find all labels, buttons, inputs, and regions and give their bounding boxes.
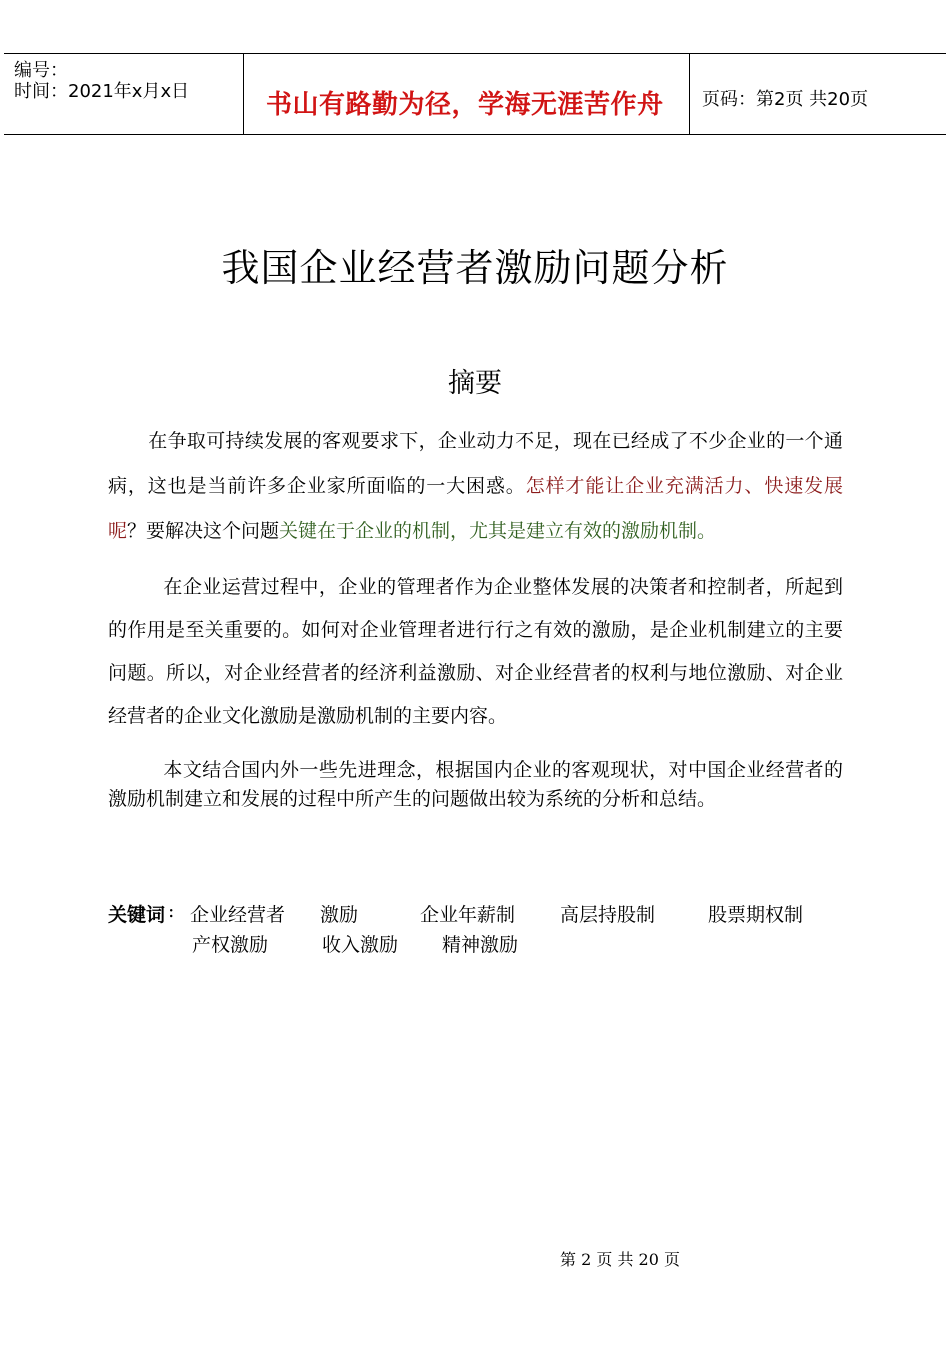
keyword-item: 高层持股制 — [560, 904, 656, 926]
document-title: 我国企业经营者激励问题分析 — [221, 246, 729, 290]
header-meta-cell — [4, 54, 244, 134]
number-label: 编号： — [14, 60, 68, 81]
abstract-heading: 摘要 — [448, 368, 502, 399]
keyword-item: 收入激励 — [322, 934, 399, 956]
motto-text: 书山有路勤为径，学海无涯苦作舟 — [266, 90, 664, 120]
time-label: 时间：2021年x月x日 — [14, 81, 190, 102]
keywords-label: 关键词 — [108, 904, 166, 926]
keyword-item: 企业经营者 — [190, 904, 286, 926]
page-code: 页码：第2页 共20页 — [702, 89, 869, 110]
p1-text-a: 在争取可持续发展的客观要求下，企业动力不足，现在已经成了不少企业的一个通病，这也是当前许多企业家所面临的一大困惑。 — [108, 430, 843, 497]
p1-text-b: ？要解决这个问题 — [127, 520, 280, 542]
abstract-paragraph-2 — [108, 566, 843, 738]
p1-green-key: 关键在于企业的机制，尤其是建立有效的激励机制。 — [279, 520, 717, 542]
p3-text: 本文结合国内外一些先进理念，根据国内企业的客观现状，对中国企业经营者的激励机制建立和发展的过程中所产生的问题做出较为系统的分析和总结。 — [108, 759, 843, 810]
page-footer: 第 2 页 共 20 页 — [560, 1250, 680, 1269]
keyword-item: 企业年薪制 — [420, 904, 516, 926]
keyword-item: 产权激励 — [192, 934, 269, 956]
header-motto-cell — [244, 54, 690, 134]
document-header — [4, 53, 946, 135]
p2-text: 在企业运营过程中，企业的管理者作为企业整体发展的决策者和控制者，所起到的作用是至关重要的。如何对企业管理者进行行之有效的激励，是企业机制建立的主要问题。所以，对企业经营者的经济利益激励、对企业经营者的权利与地位激励、对企业经营者的企业文化激励是激励机制的主要内容。 — [108, 576, 843, 727]
p1-red-question: 怎样才能让企业充满活力、快速发展呢 — [108, 475, 843, 542]
abstract-paragraph-3 — [108, 756, 843, 814]
keyword-item: 激励 — [320, 904, 359, 926]
keyword-item: 股票期权制 — [708, 904, 804, 926]
abstract-paragraph-1 — [108, 419, 843, 554]
keyword-item: 精神激励 — [442, 934, 519, 956]
keywords-colon: : — [168, 900, 175, 922]
header-page-cell — [690, 54, 946, 134]
